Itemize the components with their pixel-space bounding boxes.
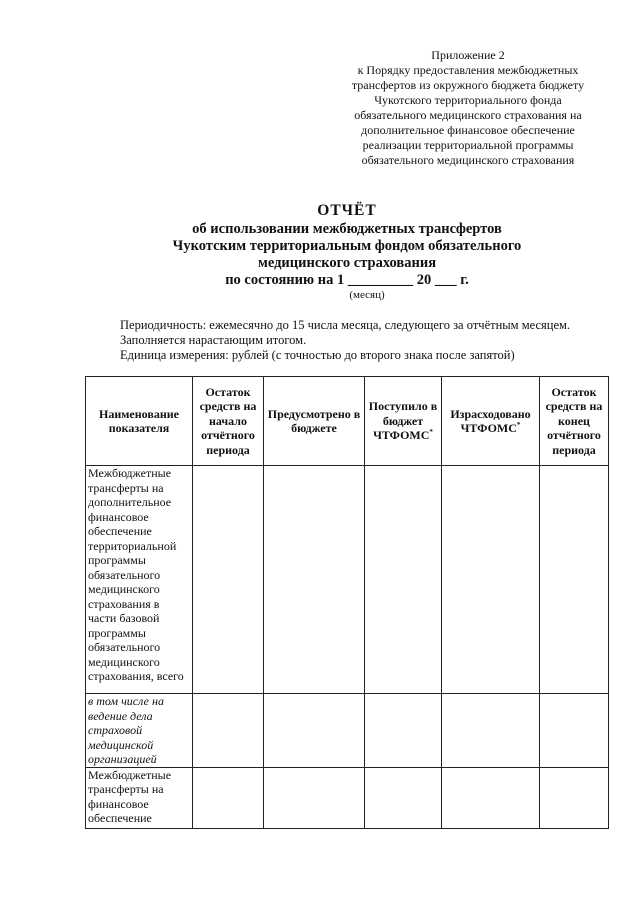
appendix-line: обязательного медицинского страхования на [354, 108, 582, 122]
header-opening-balance: Остаток средств на начало отчётного периода [193, 377, 264, 466]
table-row [86, 767, 609, 828]
table-cell [365, 694, 442, 768]
row-label: Межбюджетные трансферты на финансовое обеспечение [86, 767, 193, 828]
header-received: Поступило в бюджет ЧТФОМС* [365, 377, 442, 466]
appendix-line: обязательного медицинского страхования [361, 153, 575, 167]
header-closing-balance: Остаток средств на конец отчётного периода [540, 377, 609, 466]
table-cell [264, 767, 365, 828]
table-cell [193, 767, 264, 828]
table-row [86, 694, 609, 768]
unit-text: Единица измерения: рублей (с точностью до второго знака после запятой) [120, 348, 515, 362]
footnote-mark: * [429, 428, 433, 437]
table-cell [193, 466, 264, 694]
periodicity-text: Периодичность: ежемесячно до 15 числа месяца, следующего за отчётным месяцем. [120, 318, 571, 332]
table-cell [442, 767, 540, 828]
header-spent: Израсходовано ЧТФОМС* [442, 377, 540, 466]
row-label: в том числе на ведение дела страховой медицинской организацией [86, 694, 193, 768]
report-subtitle-line: медицинского страхования [257, 255, 437, 271]
header-budgeted: Предусмотрено в бюджете [264, 377, 365, 466]
report-date-line: по состоянию на 1 _________ 20 ___ г. [225, 272, 469, 288]
table-cell [365, 767, 442, 828]
table-header-row [86, 377, 609, 466]
month-caption: (месяц) [349, 289, 385, 301]
cumulative-text: Заполняется нарастающим итогом. [120, 333, 307, 347]
table-cell [442, 466, 540, 694]
appendix-line: Приложение 2 [431, 48, 505, 62]
footnote-mark: * [516, 421, 521, 429]
report-subtitle-line: об использовании межбюджетных трансфертов [192, 221, 502, 237]
table-cell [442, 694, 540, 768]
table-cell [365, 466, 442, 694]
appendix-line: к Порядку предоставления межбюджетных [357, 63, 579, 77]
report-title-block [90, 201, 604, 301]
table-cell [193, 694, 264, 768]
report-subtitle-line: Чукотским территориальным фондом обязательного [172, 238, 522, 254]
table-cell [264, 694, 365, 768]
row-label: Межбюджетные трансферты на дополнительное финансовое обеспечение территориальной программы обязательного медицинского страхования в части базовой программы обязательного медицинского страхования, всего [86, 466, 193, 694]
report-table [85, 376, 609, 829]
table-row [86, 466, 609, 694]
report-meta [120, 318, 570, 363]
table-cell [540, 767, 609, 828]
report-title: ОТЧЁТ [317, 202, 377, 219]
appendix-line: реализации территориальной программы [362, 138, 574, 152]
appendix-line: дополнительное финансовое обеспечение [361, 123, 575, 137]
table-cell [540, 466, 609, 694]
appendix-line: Чукотского территориального фонда [374, 93, 562, 107]
table-cell [264, 466, 365, 694]
appendix-note [318, 48, 618, 168]
appendix-line: трансфертов из окружного бюджета бюджету [351, 78, 585, 92]
table-cell [540, 694, 609, 768]
header-indicator-name: Наименование показателя [86, 377, 193, 466]
